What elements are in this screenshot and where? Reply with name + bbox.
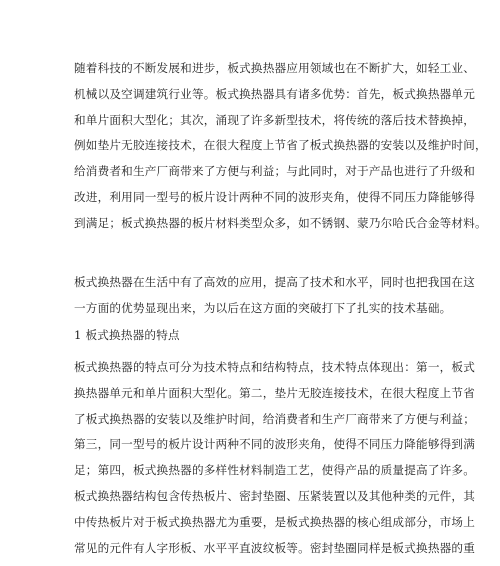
section-heading-text: 1 板式换热器的特点 — [74, 328, 180, 342]
text-line: 一方面的优势显现出来，为以后在这方面的突破打下了扎实的技术基础。 — [74, 300, 452, 315]
text-line: 随着科技的不断发展和进步，板式换热器应用领域也在不断扩大，如轻工业、 — [74, 61, 475, 75]
text-line: 给消费者和生产厂商带来了方便与利益；与此同时，对于产品也进行了升级和 — [74, 164, 475, 179]
paragraph-1 — [74, 56, 487, 237]
paragraph-2 — [74, 270, 475, 322]
text-line: 板式换热器在生活中有了高效的应用，提高了技术和水平，同时也把我国在这 — [74, 275, 475, 289]
paragraph-3 — [74, 355, 475, 561]
text-line: 改进，利用同一型号的板片设计两种不同的波形夹角，使得不同压力降能够得 — [74, 189, 475, 204]
text-line: 换热器单元和单片面积大型化。第二，垫片无胶连接技术，在很大程度上节省 — [74, 385, 475, 400]
text-line: 机械以及空调建筑行业等。板式换热器具有诸多优势：首先，板式换热器单元 — [74, 86, 475, 101]
text-line: 例如垫片无胶连接技术，在很大程度上节省了板式换热器的安装以及维护时间， — [74, 138, 487, 153]
text-line: 了板式换热器的安装以及维护时间，给消费者和生产厂商带来了方便与利益； — [74, 411, 475, 426]
text-line: 和单片面积大型化；其次，涌现了许多新型技术，将传统的落后技术替换掉， — [74, 112, 475, 127]
section-heading — [74, 323, 434, 349]
text-line: 常见的元件有人字形板、水平平直波纹板等。密封垫圈同样是板式换热器的重 — [74, 540, 475, 555]
text-line: 足；第四，板式换热器的多样性材料制造工艺，使得产品的质量提高了许多。 — [74, 463, 475, 478]
text-line: 到满足；板式换热器的板片材料类型众多，如不锈钢、蒙乃尔哈氏合金等材料。 — [74, 215, 487, 230]
text-line: 板式换热器的特点可分为技术特点和结构特点，技术特点体现出：第一，板式 — [74, 360, 475, 374]
text-line: 板式换热器结构包含传热板片、密封垫圈、压紧装置以及其他种类的元件，其 — [74, 488, 475, 503]
text-line: 第三，同一型号的板片设计两种不同的波形夹角，使得不同压力降能够得到满 — [74, 437, 475, 452]
text-line: 中传热板片对于板式换热器尤为重要，是板式换热器的核心组成部分，市场上 — [74, 514, 475, 529]
